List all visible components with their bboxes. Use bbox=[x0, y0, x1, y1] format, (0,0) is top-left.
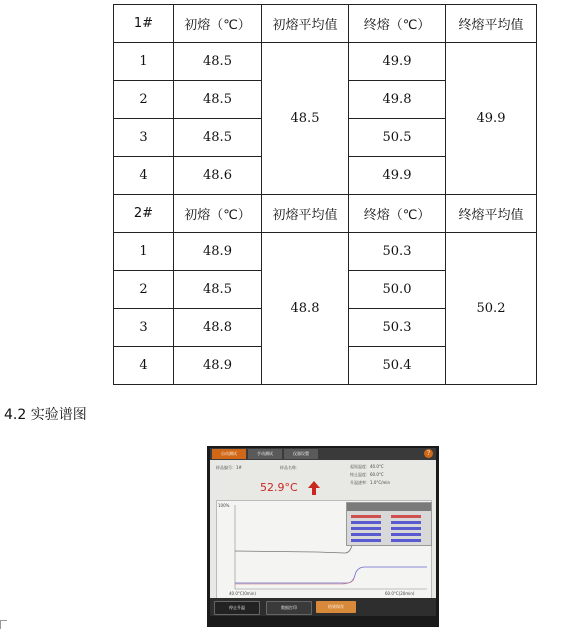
table-row bbox=[114, 233, 537, 271]
trial-number: 4 bbox=[114, 347, 174, 385]
channel-legend bbox=[346, 502, 432, 546]
initial-melt-value: 48.6 bbox=[174, 157, 262, 195]
final-melt-value: 50.0 bbox=[349, 271, 446, 309]
final-melt-header: 终熔（℃） bbox=[349, 195, 446, 233]
table-header-row bbox=[114, 5, 537, 43]
page-corner-mark bbox=[0, 620, 7, 629]
y-axis-max-label: 100% bbox=[218, 503, 230, 508]
end-temperature: 终止温度：60.0°C bbox=[350, 472, 384, 477]
legend-rows-icon bbox=[347, 503, 431, 545]
final-melt-value: 49.9 bbox=[349, 157, 446, 195]
trial-number: 1 bbox=[114, 233, 174, 271]
initial-melt-value: 48.5 bbox=[174, 271, 262, 309]
rising-arrow-icon bbox=[308, 481, 320, 495]
tab-manual-test[interactable]: 手动测试 bbox=[248, 449, 282, 459]
initial-avg-header: 初熔平均值 bbox=[262, 195, 349, 233]
trial-number: 2 bbox=[114, 271, 174, 309]
initial-melt-value: 48.5 bbox=[174, 43, 262, 81]
final-avg-header: 终熔平均值 bbox=[446, 195, 537, 233]
sample-header: 1# bbox=[114, 5, 174, 43]
save-result-button[interactable]: 结果保存 bbox=[316, 601, 356, 613]
final-melt-value: 50.4 bbox=[349, 347, 446, 385]
final-avg-value: 50.2 bbox=[446, 233, 537, 385]
sample-number: 样品编号：1# bbox=[216, 465, 242, 470]
final-avg-header: 终熔平均值 bbox=[446, 5, 537, 43]
x-axis-end-label: 60.0°C(20min) bbox=[385, 591, 415, 596]
initial-melt-value: 48.8 bbox=[174, 309, 262, 347]
section-heading: 4.2 实验谱图 bbox=[4, 407, 87, 423]
stop-heating-button[interactable]: 停止升温 bbox=[214, 601, 260, 615]
final-melt-value: 50.3 bbox=[349, 233, 446, 271]
trial-number: 4 bbox=[114, 157, 174, 195]
initial-avg-value: 48.8 bbox=[262, 233, 349, 385]
sample-name: 样品名称： bbox=[280, 465, 300, 470]
initial-melt-value: 48.9 bbox=[174, 233, 262, 271]
trial-number: 3 bbox=[114, 119, 174, 157]
tab-auto-test[interactable]: 自动测试 bbox=[212, 449, 246, 459]
instrument-screen-photo bbox=[207, 446, 439, 627]
curve-line bbox=[235, 567, 427, 583]
final-melt-value: 49.9 bbox=[349, 43, 446, 81]
initial-melt-value: 48.5 bbox=[174, 119, 262, 157]
current-temperature: 52.9°C bbox=[260, 481, 298, 494]
table-header-row bbox=[114, 195, 537, 233]
action-bar bbox=[210, 598, 436, 616]
initial-avg-header: 初熔平均值 bbox=[262, 5, 349, 43]
initial-avg-value: 48.5 bbox=[262, 43, 349, 195]
heating-rate: 升温速率：1.0°C/min bbox=[350, 480, 391, 485]
final-avg-value: 49.9 bbox=[446, 43, 537, 195]
final-melt-header: 终熔（℃） bbox=[349, 5, 446, 43]
trial-number: 2 bbox=[114, 81, 174, 119]
trial-number: 1 bbox=[114, 43, 174, 81]
help-icon[interactable]: ? bbox=[424, 449, 433, 458]
initial-melt-value: 48.5 bbox=[174, 81, 262, 119]
tab-instrument-settings[interactable]: 仪器设置 bbox=[284, 449, 318, 459]
start-temperature: 起始温度：40.0°C bbox=[350, 464, 384, 469]
final-melt-value: 49.8 bbox=[349, 81, 446, 119]
instrument-display bbox=[210, 448, 436, 616]
final-melt-value: 50.5 bbox=[349, 119, 446, 157]
melting-point-table bbox=[113, 4, 537, 385]
initial-melt-value: 48.9 bbox=[174, 347, 262, 385]
sample-header: 2# bbox=[114, 195, 174, 233]
final-melt-value: 50.3 bbox=[349, 309, 446, 347]
print-data-button[interactable]: 数据打印 bbox=[266, 601, 312, 615]
table-row bbox=[114, 43, 537, 81]
trial-number: 3 bbox=[114, 309, 174, 347]
initial-melt-header: 初熔（℃） bbox=[174, 5, 262, 43]
x-axis-start-label: 40.0°C(0min) bbox=[229, 591, 256, 596]
initial-melt-header: 初熔（℃） bbox=[174, 195, 262, 233]
tab-bar bbox=[210, 448, 436, 460]
